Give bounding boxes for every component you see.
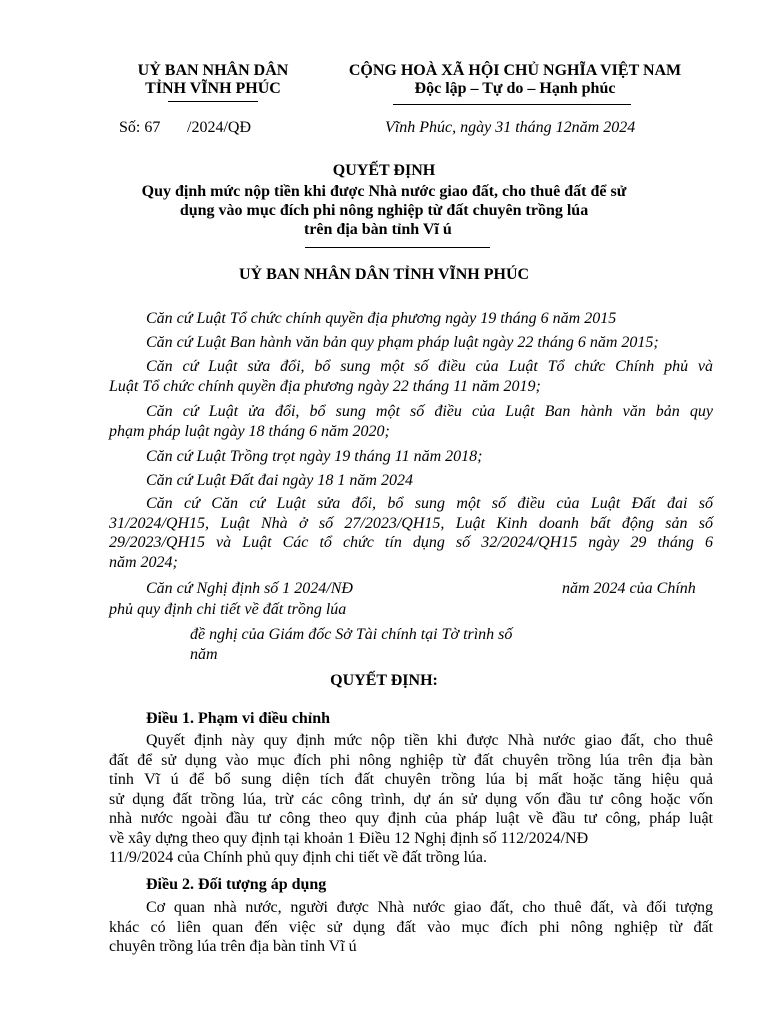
article-1-title: Điều 1. Phạm vi điều chỉnh	[146, 710, 331, 727]
legal-basis: Căn cứ Luật Tổ chức chính quyền địa phương ngày 19 tháng 6 năm 2015	[146, 310, 617, 327]
article-2-body	[109, 898, 713, 957]
legal-basis	[109, 494, 713, 572]
legal-basis: Căn cứ Nghị định số 1 2024/NĐ	[146, 580, 353, 597]
article-line: tỉnh Vĩ ú để bổ sung diện tích đất chuyên trồng lúa bị mất hoặc tăng hiệu quả	[109, 771, 713, 788]
article-line: nhà nước ngoài đầu tư công theo quy định của pháp luật về đầu tư công, pháp luật	[109, 810, 713, 827]
article-2-title: Điều 2. Đối tượng áp dụng	[146, 876, 327, 893]
agency-underline	[168, 101, 258, 102]
agency-name-line2: TỈNH VĨNH PHÚC	[145, 80, 281, 97]
legal-basis-line: Luật Tổ chức chính quyền địa phương ngày 22 tháng 11 năm 2019;	[109, 377, 541, 395]
legal-basis-line: năm 2024;	[109, 553, 178, 571]
article-line: đất để sử dụng vào mục đích phi nông nghiệp từ đất chuyên trồng lúa trên địa bàn	[109, 751, 713, 769]
legal-basis-line: 31/2024/QH15, Luật Nhà ở số 27/2023/QH15, Luật Kinh doanh bất động sản số	[109, 514, 713, 532]
article-line: khác có liên quan đến việc sử dụng đất vào mục đích phi nông nghiệp từ đất	[109, 918, 713, 936]
legal-basis: Căn cứ Luật Ban hành văn bản quy phạm pháp luật ngày 22 tháng 6 năm 2015;	[146, 334, 659, 351]
legal-basis-line: phạm pháp luật ngày 18 tháng 6 năm 2020;	[109, 422, 390, 440]
subtitle-line: Quy định mức nộp tiền khi được Nhà nước giao đất, cho thuê đất để sử	[141, 183, 627, 200]
subtitle-line: trên địa bàn tỉnh Vĩ ú	[304, 221, 452, 238]
document-type-heading: QUYẾT ĐỊNH	[332, 162, 436, 179]
legal-basis-line: Căn cứ Luật ửa đổi, bổ sung một số điều của Luật Ban hành văn bản quy	[146, 403, 713, 420]
article-line: 11/9/2024 của Chính phủ quy định chi tiết về đất trồng lúa.	[109, 849, 488, 866]
article-line: sử dụng đất trồng lúa, trừ các công trình, dự án sử dụng vốn đầu tư công hoặc vốn	[109, 790, 713, 808]
legal-basis-line: phủ quy định chi tiết về đất trồng lúa	[109, 601, 347, 618]
document-number-suffix: /2024/QĐ	[187, 119, 251, 136]
legal-basis-line: Căn cứ Căn cứ Luật sửa đổi, bổ sung một số điều của Luật Đất đai số	[146, 495, 713, 512]
issuing-authority: UỶ BAN NHÂN DÂN TỈNH VĨNH PHÚC	[238, 266, 530, 283]
legal-basis	[109, 402, 713, 441]
agency-name-line1: UỶ BAN NHÂN DÂN	[137, 62, 289, 79]
place-and-date: Vĩnh Phúc, ngày 31 tháng 12năm 2024	[385, 119, 636, 136]
legal-basis-continued: năm 2024 của Chính	[562, 580, 696, 597]
country-name: CỘNG HOÀ XÃ HỘI CHỦ NGHĨA VIỆT NAM	[348, 62, 682, 79]
legal-basis: Căn cứ Luật Đất đai ngày 18 1 năm 2024	[146, 472, 413, 489]
article-1-body	[109, 731, 713, 868]
legal-basis-line: 29/2023/QH15 và Luật Các tổ chức tín dụng số 32/2024/QH15 ngày 29 tháng 6	[109, 534, 713, 551]
subtitle-line: dụng vào mục đích phi nông nghiệp từ đất chuyên trồng lúa	[179, 202, 589, 219]
article-line: về xây dựng theo quy định tại khoản 1 Điều 12 Nghị định số 112/2024/NĐ	[109, 829, 589, 847]
article-line: chuyên trồng lúa trên địa bàn tỉnh Vĩ ú	[109, 938, 357, 955]
article-line: Quyết định này quy định mức nộp tiền khi được Nhà nước giao đất, cho thuê	[146, 732, 713, 749]
proposal-basis: đề nghị của Giám đốc Sở Tài chính tại Tờ trình số	[190, 626, 513, 643]
subtitle-underline	[305, 247, 490, 248]
legal-basis-line: Căn cứ Luật sửa đổi, bổ sung một số điều của Luật Tổ chức Chính phủ và	[146, 358, 713, 375]
decision-heading: QUYẾT ĐỊNH:	[330, 672, 438, 689]
national-motto: Độc lập – Tự do – Hạnh phúc	[414, 80, 616, 97]
article-line: Cơ quan nhà nước, người được Nhà nước giao đất, cho thuê đất, và đối tượng	[146, 899, 713, 916]
motto-underline	[393, 104, 631, 105]
proposal-basis-line: năm	[190, 646, 218, 663]
legal-basis: Căn cứ Luật Trồng trọt ngày 19 tháng 11 năm 2018;	[146, 448, 483, 465]
document-number-prefix: Số: 67	[119, 119, 161, 136]
legal-basis	[109, 357, 713, 396]
